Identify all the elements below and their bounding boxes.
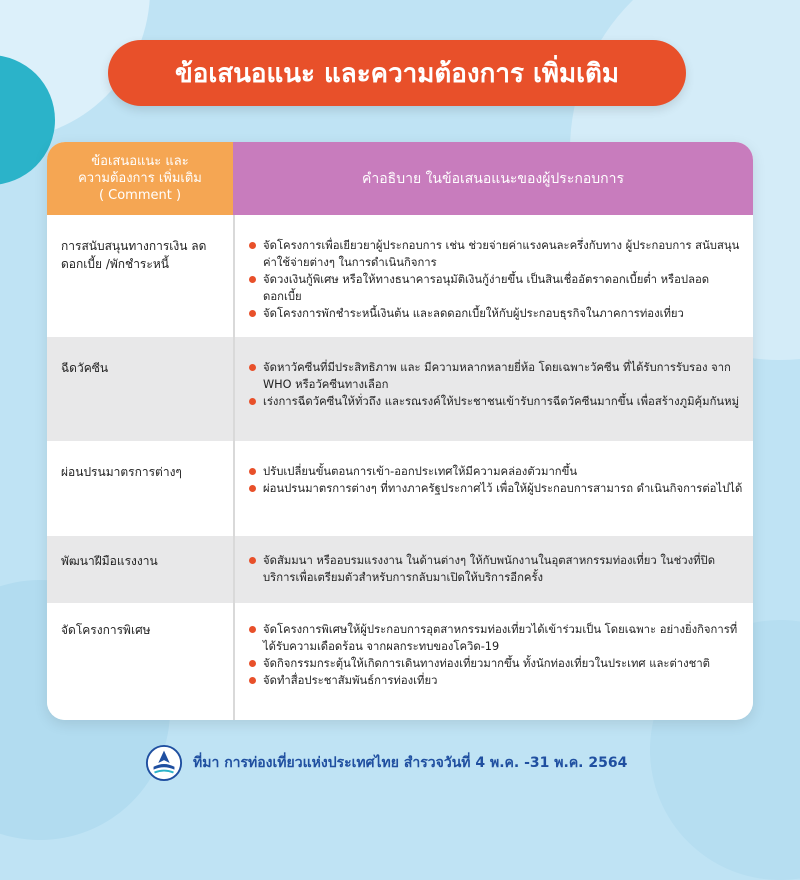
row-label: การสนับสนุนทางการเงิน ลดดอกเบี้ย /พักชำระหนี้ — [61, 239, 207, 271]
list-item: จัดโครงการพักชำระหนี้เงินต้น และลดดอกเบี้ยให้กับผู้ประกอบธุรกิจในภาคการท่องเที่ยว — [249, 305, 744, 322]
list-item: จัดวงเงินกู้พิเศษ หรือให้ทางธนาคารอนุมัติเงินกู้ง่ายขึ้น เป็นสินเชื่ออัตราดอกเบี้ยต่ำ หรือปลอดดอกเบี้ย — [249, 271, 744, 305]
table-row — [47, 337, 753, 441]
list-item: จัดสัมมนา หรืออบรมแรงงาน ในด้านต่างๆ ให้กับพนักงานในอุตสาหกรรมท่องเที่ยว ในช่วงที่ปิดบริการเพื่อเตรียมตัวสำหรับการกลับมาเปิดให้บริการอีกครั้ง — [249, 552, 744, 586]
row-items — [249, 359, 744, 410]
source-text: ที่มา การท่องเที่ยวแห่งประเทศไทย สำรวจวันที่ 4 พ.ค. -31 พ.ค. 2564 — [193, 755, 628, 771]
row-label: ฉีดวัคซีน — [61, 361, 109, 375]
row-label: ผ่อนปรนมาตรการต่างๆ — [61, 465, 182, 479]
list-item: ปรับเปลี่ยนขั้นตอนการเข้า-ออกประเทศให้มีความคล่องตัวมากขึ้น — [249, 463, 744, 480]
column-divider — [233, 215, 235, 720]
tat-logo-icon — [145, 744, 183, 782]
row-items — [249, 621, 744, 689]
table-header — [47, 142, 753, 215]
table-row — [47, 215, 753, 337]
page-title-text: ข้อเสนอแนะ และความต้องการ เพิ่มเติม — [174, 58, 620, 89]
row-items — [249, 463, 744, 497]
row-label: จัดโครงการพิเศษ — [61, 623, 151, 637]
list-item: เร่งการฉีดวัคซีนให้ทั่วถึง และรณรงค์ให้ประชาชนเข้ารับการฉีดวัคซีนมากขึ้น เพื่อสร้างภูมิคุ้มกันหมู่ — [249, 393, 744, 410]
header-comment-column — [47, 142, 233, 215]
list-item: ผ่อนปรนมาตรการต่างๆ ที่ทางภาครัฐประกาศไว้ เพื่อให้ผู้ประกอบการสามารถ ดำเนินกิจการต่อไปได้ — [249, 480, 744, 497]
header-description-text: คำอธิบาย ในข้อเสนอแนะของผู้ประกอบการ — [362, 170, 624, 187]
header-comment-line: ความต้องการ เพิ่มเติม — [78, 171, 202, 186]
list-item: จัดโครงการเพื่อเยียวยาผู้ประกอบการ เช่น ช่วยจ่ายค่าแรงคนละครึ่งกับทาง ผู้ประกอบการ สนับสนุนค่าใช้จ่ายต่างๆ ในการดำเนินกิจการ — [249, 237, 744, 271]
table-row — [47, 536, 753, 603]
list-item: จัดโครงการพิเศษให้ผู้ประกอบการอุตสาหกรรมท่องเที่ยวได้เข้าร่วมเป็น โดยเฉพาะ อย่างยิ่งกิจการที่ได้รับความเดือดร้อน จากผลกระทบของโควิด-19 — [249, 621, 744, 655]
source-footer — [145, 743, 627, 783]
comment-table — [47, 142, 753, 720]
page-title — [108, 40, 686, 106]
list-item: จัดกิจกรรมกระตุ้นให้เกิดการเดินทางท่องเที่ยวมากขึ้น ทั้งนักท่องเที่ยวในประเทศ และต่างชาติ — [249, 655, 744, 672]
list-item: จัดทำสื่อประชาสัมพันธ์การท่องเที่ยว — [249, 672, 744, 689]
row-label: พัฒนาฝีมือแรงงาน — [61, 554, 158, 568]
list-item: จัดหาวัคซีนที่มีประสิทธิภาพ และ มีความหลากหลายยี่ห้อ โดยเฉพาะวัคซีน ที่ได้รับการรับรอง จาก WHO หรือวัคซีนทางเลือก — [249, 359, 744, 393]
header-description-column — [233, 142, 753, 215]
table-row — [47, 441, 753, 536]
header-comment-line: ข้อเสนอแนะ และ — [91, 154, 189, 169]
row-items — [249, 552, 744, 586]
row-items — [249, 237, 744, 322]
header-comment-line: ( Comment ) — [98, 188, 182, 203]
table-row — [47, 603, 753, 720]
